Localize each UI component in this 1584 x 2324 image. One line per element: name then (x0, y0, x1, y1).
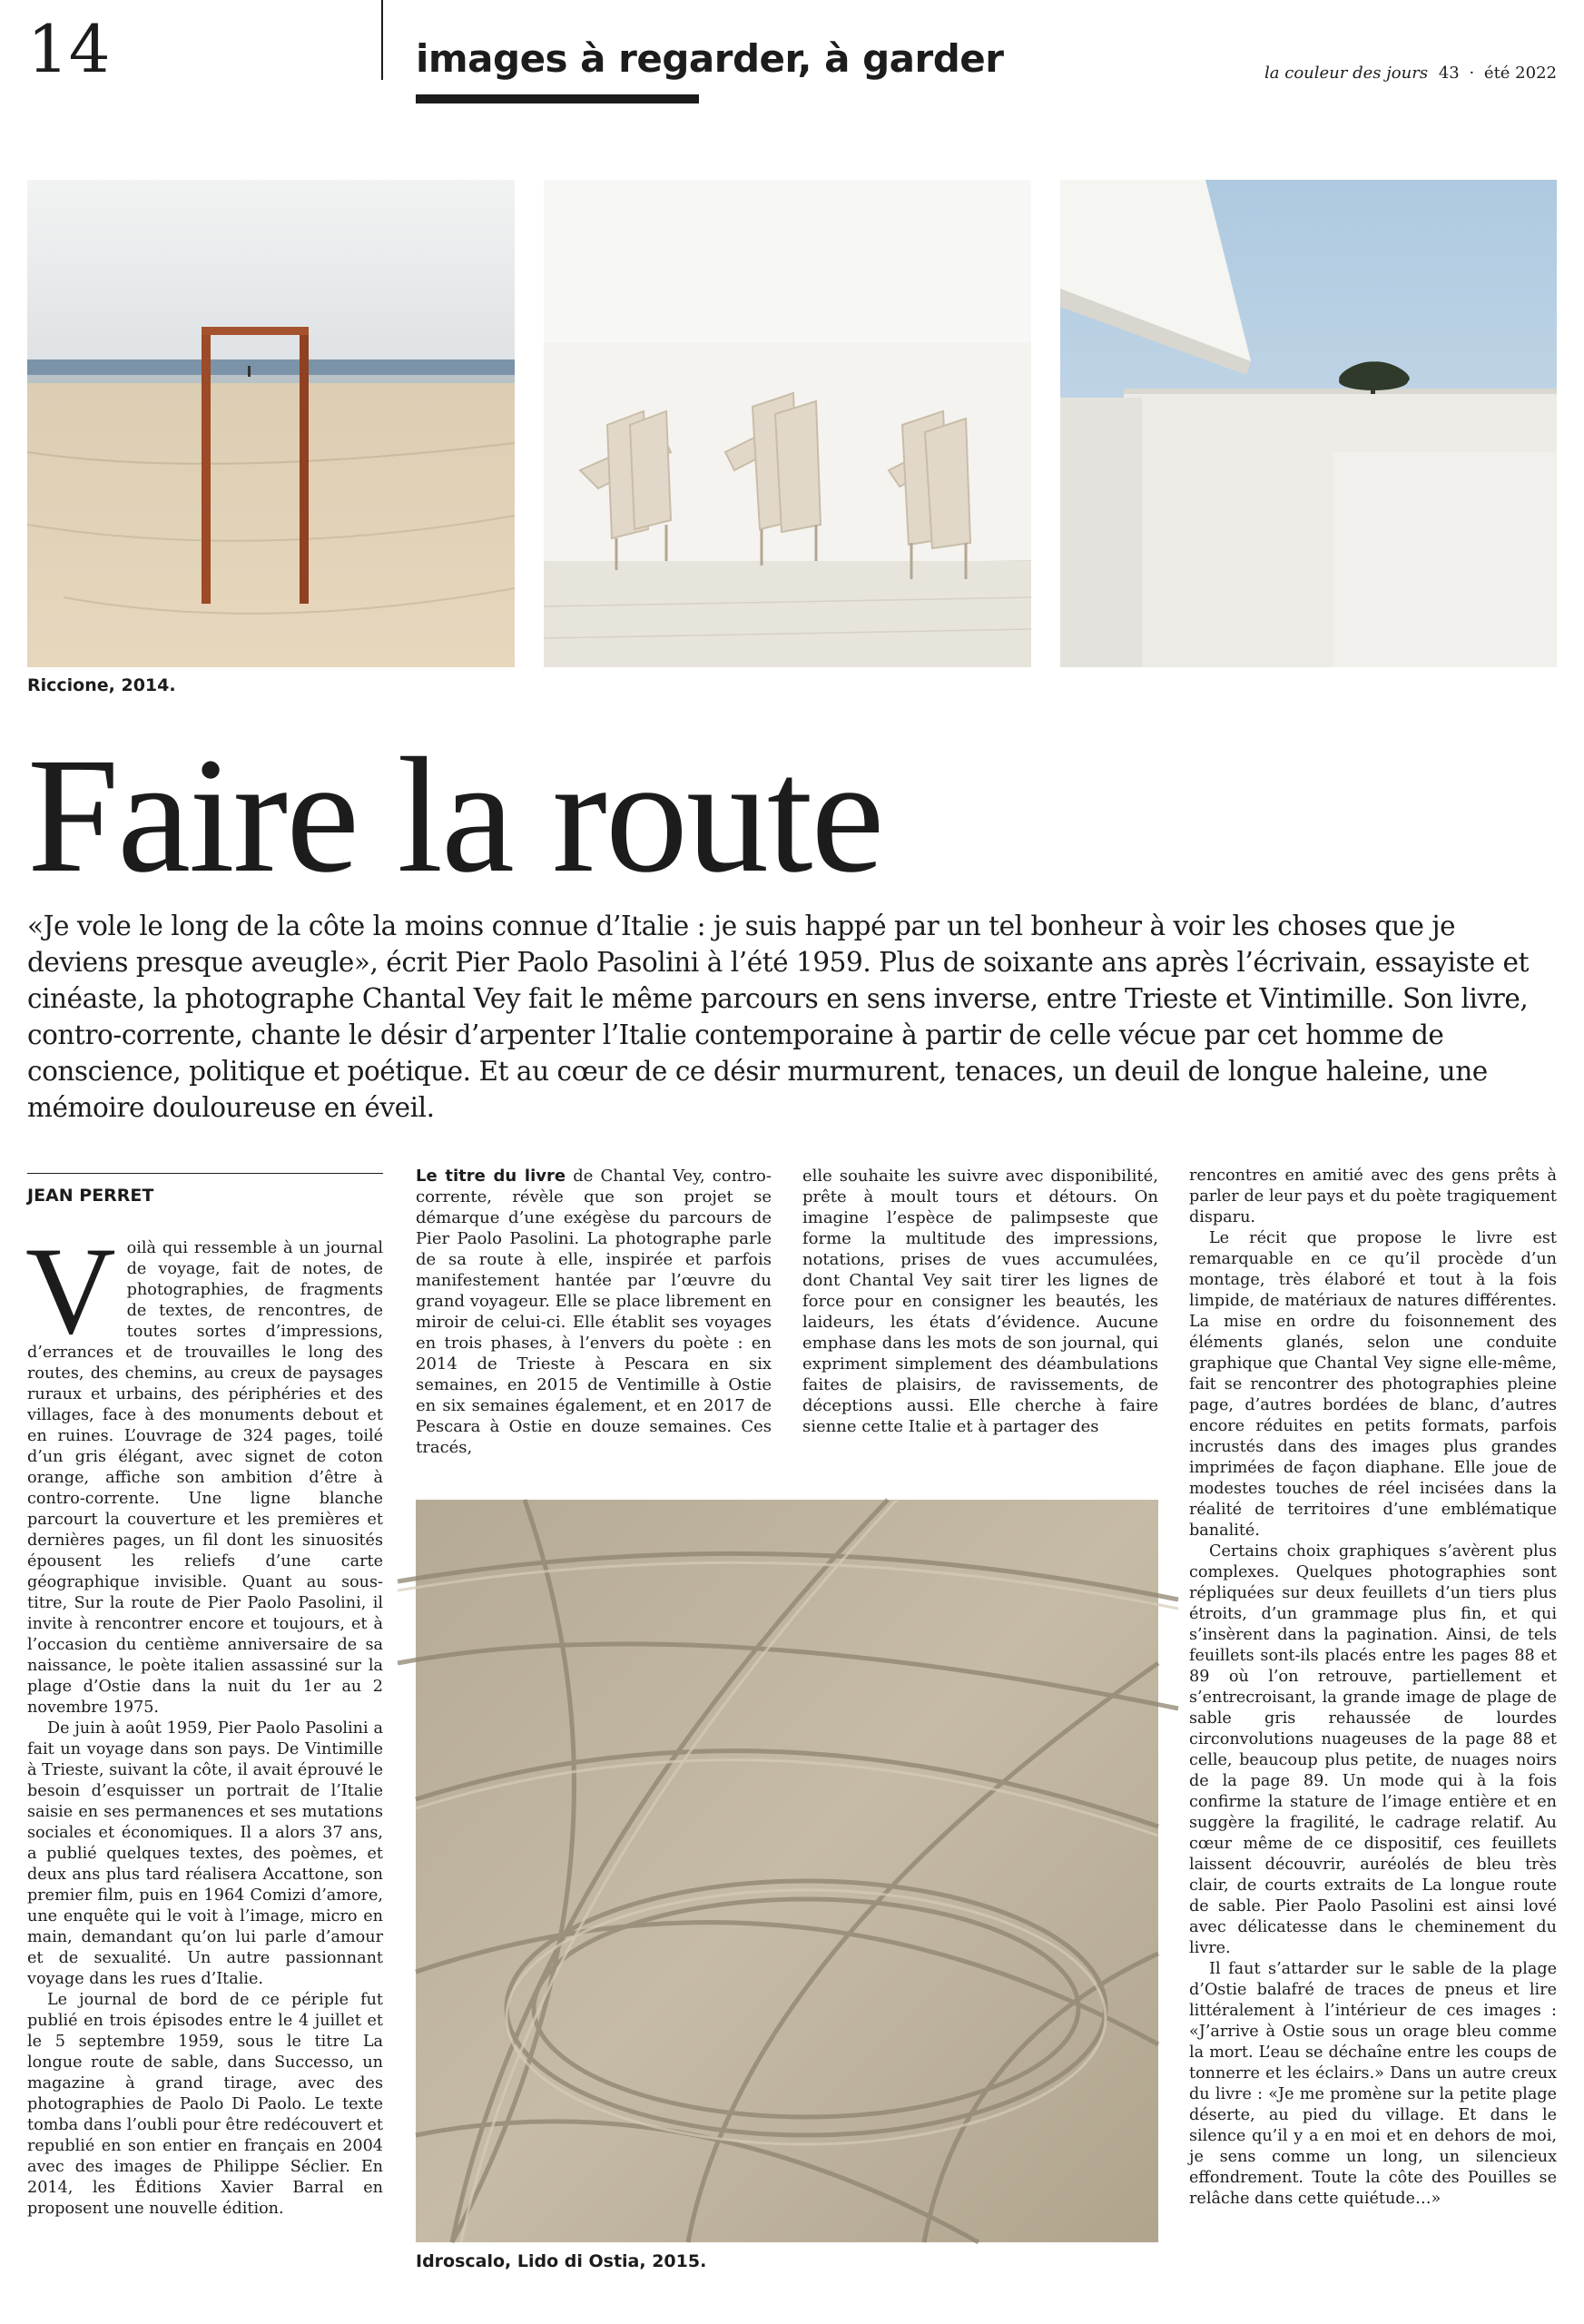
body-paragraph: elle souhaite les suivre avec disponibilité, prête à moult tours et détours. On imagine l’espèce de palimpseste que forme la multitude des impressions, notations, prises de vues accumulées, dont Chantal Vey sait tirer les lignes de force pour en consigner les beautés, les laideurs, les états d’évidence. Aucune emphase dans les mots de son journal, qui expriment simplement des déambulations faites de plaisirs, de ravissements, de déceptions aussi. Elle cherche à faire sienne cette Italie et à partager des (802, 1167, 1158, 1436)
text-column-3 (802, 1166, 1158, 1436)
photo-stacked-chairs (544, 180, 1031, 667)
text-column-1 (25, 1221, 383, 2228)
header-divider (381, 0, 383, 80)
article-lead (27, 908, 1557, 1126)
body-paragraph: Le récit que propose le livre est remarquable en ce qu’il procède d’un montage, très élaboré et tout à la fois limpide, de matériaux de natures différentes. La mise en ordre du foisonnement des éléments glanés, selon une conduite graphique que Chantal Vey signe elle-même, fait se rencontrer des photographies pleine page, d’autres bordées de blanc, d’autres encore réduites en petits formats, parfois incrustés dans des images plus grandes imprimées de façon diaphane. Elle joue de modestes touches de réel incisées dans la réalité de territoires d’une emblématique banalité. (1189, 1229, 1557, 1540)
photo-sand-tracks (416, 1500, 1158, 2242)
lead-paragraph: «Je vole le long de la côte la moins connue d’Italie : je suis happé par un tel bonheur à voir les choses que je deviens presque aveugle», écrit Pier Paolo Pasolini à l’été 1959. Plus de soixante ans après l’écrivain, essayiste et cinéaste, la photographe Chantal Vey fait le même parcours en sens inverse, entre Trieste et Vintimille. Son livre, contro-corrente, chante le désir d’arpenter l’Italie contemporaine à partir de celle vécue par cet homme de conscience, politique et poétique. Et au cœur de ce désir murmurent, tenaces, un deuil de longue haleine, une mémoire douloureuse en éveil. (27, 911, 1529, 1123)
issue-separator: · (1469, 64, 1475, 83)
body-paragraph: De juin à août 1959, Pier Paolo Pasolini a fait un voyage dans son pays. De Vintimille à Trieste, suivant la côte, il avait éprouvé le besoin d’esquisser un portrait de l’Italie saisie en ses permanences et ses mutations sociales et économiques. Il a alors 37 ans, a publié quelques textes, des poèmes, et deux ans plus tard réalisera Accattone, son premier film, puis en 1964 Comizi d’amore, une enquête qui le voit à l’image, micro en main, demandant qu’on lui parle d’amour et de sexualité. Un autre passionnant voyage dans les rues d’Italie. (27, 1719, 383, 1988)
body-paragraph: de Chantal Vey, contro-corrente, révèle que son projet se démarque d’une exégèse du parcours de Pier Paolo Pasolini. La photographe parle de sa route à elle, inspirée et parfois manifestement hantée par l’œuvre du grand voyageur. Elle se place librement en miroir de celui-ci. Elle établit ses voyages en trois phases, à l’envers du poète : en 2014 de Trieste à Pescara en six semaines, en 2015 de Ventimille à Ostie en six semaines également, et en 2017 de Pescara à Ostie en douze semaines. Ces tracés, (416, 1167, 772, 1457)
byline-rule (27, 1173, 383, 1174)
page-number: 14 (27, 11, 111, 87)
photo-white-wall-palm (1060, 180, 1557, 667)
top-photos-caption: Riccione, 2014. (27, 675, 176, 695)
author-byline: JEAN PERRET (27, 1186, 154, 1206)
body-paragraph: Certains choix graphiques s’avèrent plus complexes. Quelques photographies sont répliquées sur deux feuillets d’un tiers plus étroits, d’un grammage plus fin, et qui s’insèrent dans la pagination. Ainsi, de tels feuillets sont-ils placés entre les pages 88 et 89 où l’on retrouve, partiellement et s’entrecroisant, la grande image de plage de sable gris rehaussée de lourdes circonvolutions nuageuses de la page 88 et celle, beaucoup plus petite, de nuages noirs de la page 89. Un mode qui à la fois confirme la stature de l’image entière et en suggère la fragilité, le cadrage relatif. Au cœur même de ce dispositif, ces feuillets laissent découvrir, auréolés de bleu très clair, de courts extraits de La longue route de sable. Pier Paolo Pasolini est ainsi lové avec délicatesse dans le cheminement du livre. (1189, 1542, 1557, 1957)
section-rubric: images à regarder, à garder (416, 36, 1004, 81)
body-paragraph: rencontres en amitié avec des gens prêts à parler de leur pays et du poète tragiquement disparu. (1189, 1167, 1557, 1226)
rubric-underline (416, 94, 699, 103)
text-column-4 (1189, 1166, 1557, 2228)
body-paragraph: oilà qui ressemble à un journal de voyage, fait de notes, de photographies, de fragments de textes, de rencontres, de toutes sortes d’impressions, d’errances et de trouvailles le long des routes, des chemins, au creux de paysages ruraux et urbains, des périphéries et des villages, face à des monuments debout et en ruines. L’ouvrage de 324 pages, toilé d’un gris élégant, avec signet de coton orange, affiche son ambition d’être à contro-corrente. Une ligne blanche parcourt la couverture et les premières et dernières pages, un fil dont les sinuosités épousent les reliefs d’une carte géographique invisible. Quant au sous-titre, Sur la route de Pier Paolo Pasolini, il invite à rencontrer encore et toujours, et à l’occasion du centième anniversaire de sa naissance, le poète italien assassiné sur la plage d’Ostie dans la nuit du 1er au 2 novembre 1975. (27, 1239, 383, 1717)
body-paragraph: Le journal de bord de ce périple fut publié en trois épisodes entre le 4 juillet et le 5 septembre 1959, sous le titre La longue route de sable, dans Successo, un magazine à grand tirage, avec des photographies de Paolo Di Paolo. Le texte tomba dans l’oubli pour être redécouvert et republié en son entier en français en 2004 avec des images de Philippe Séclier. En 2014, les Éditions Xavier Barral en proposent une nouvelle édition. (27, 1991, 383, 2218)
bottom-photo-caption: Idroscalo, Lido di Ostia, 2015. (416, 2251, 707, 2271)
paragraph-kicker: Le titre du livre (416, 1167, 566, 1186)
issue-number: 43 (1438, 64, 1460, 83)
magazine-name: la couleur des jours (1264, 64, 1429, 83)
issue-info (1264, 64, 1557, 83)
article-title: Faire la route (27, 724, 883, 907)
body-paragraph: Il faut s’attarder sur le sable de la plage d’Ostie balafré de traces de pneus et lire littéralement à l’intérieur de ces images : «J’arrive à Ostie sous un orage bleu comme la mort. L’eau se déchaîne entre les coups de tonnerre et les éclairs.» Dans un autre creux du livre : «Je me promène sur la petite plage déserte, au pied du village. Et dans le silence qu’il y a en moi et en dehors de moi, je sens comme un long, un silencieux effondrement. Toute la côte des Pouilles se relâche dans cette quiétude…» (1189, 1960, 1557, 2208)
text-column-2 (416, 1166, 772, 1457)
photo-beach-frame (27, 180, 515, 667)
drop-cap: V (25, 1221, 116, 1360)
issue-season: été 2022 (1483, 64, 1557, 83)
